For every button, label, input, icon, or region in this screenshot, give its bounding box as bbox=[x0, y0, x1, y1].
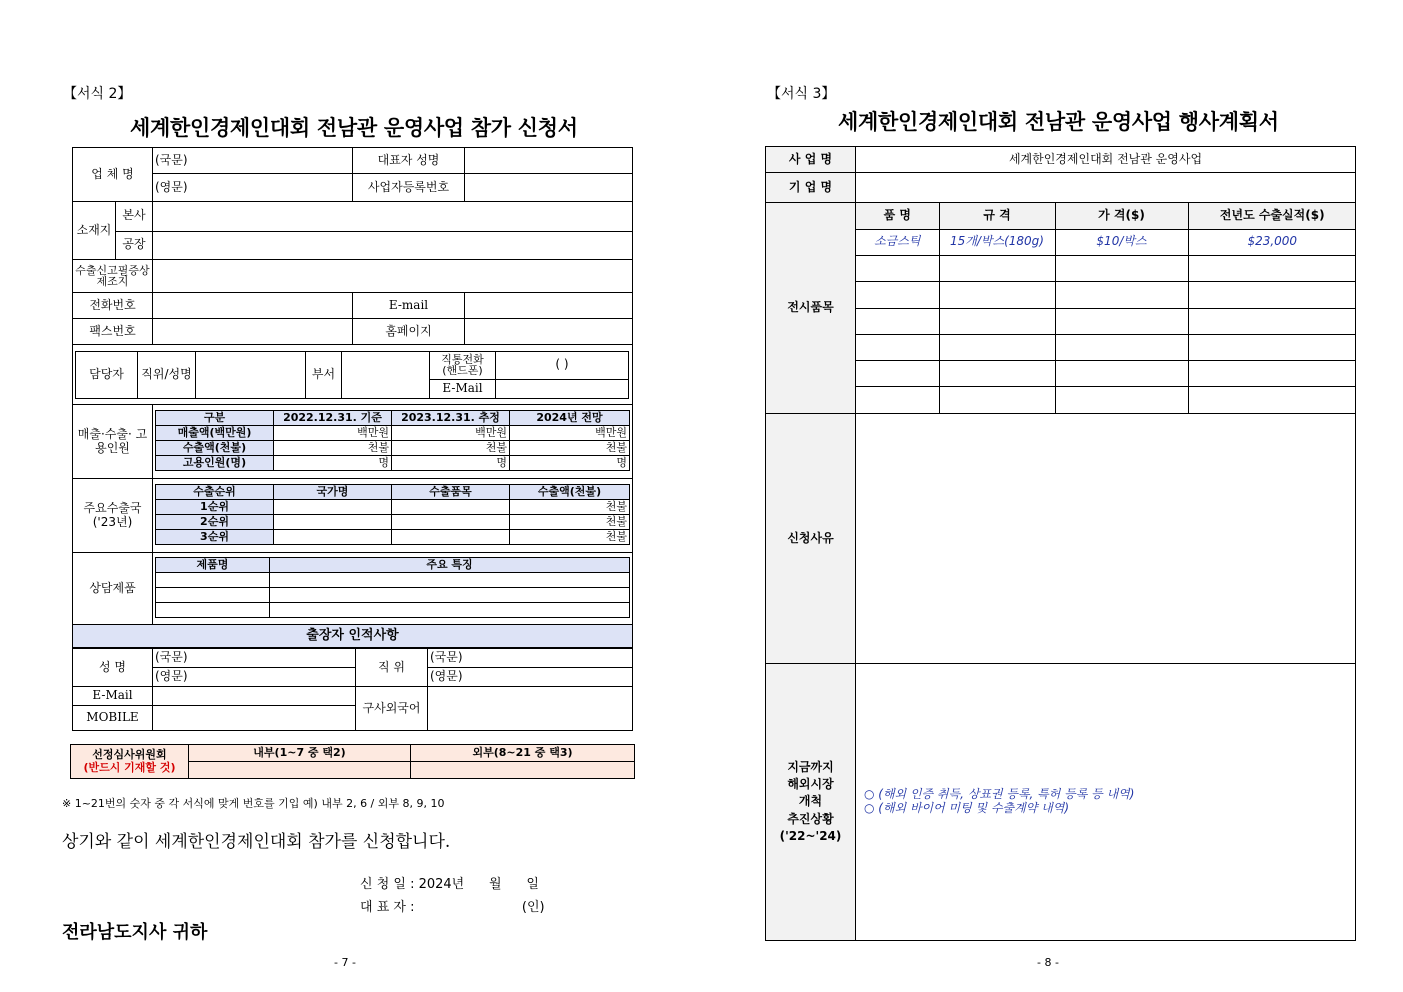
mobile-field[interactable]: ( ) bbox=[496, 351, 629, 379]
declaration: 상기와 같이 세계한인경제인대회 참가를 신청합니다. bbox=[62, 832, 451, 852]
exhibit-cell[interactable] bbox=[1055, 387, 1188, 413]
mobile-label: (핸드폰) bbox=[442, 364, 483, 377]
export-rank: 3순위 bbox=[156, 530, 274, 545]
project-label: 사 업 명 bbox=[766, 147, 856, 173]
contact-dept-label: 부서 bbox=[306, 351, 342, 398]
attendee-name-english[interactable]: (영문) bbox=[153, 668, 356, 687]
sales-header: 2022.12.31. 기준 bbox=[274, 411, 392, 426]
homepage-label: 홈페이지 bbox=[353, 319, 465, 345]
languages-label: 구사외국어 bbox=[356, 687, 428, 731]
export-cell[interactable]: 천불 bbox=[510, 530, 630, 545]
company-name-label: 업 체 명 bbox=[73, 148, 153, 202]
page-title-left: 세계한인경제인대회 전남관 운영사업 참가 신청서 bbox=[130, 116, 578, 140]
exhibit-item-name: 소금스틱 bbox=[856, 229, 939, 255]
exhibit-cell[interactable] bbox=[1188, 334, 1356, 360]
attendee-email-label: E-Mail bbox=[73, 687, 153, 706]
products-header: 주요 특징 bbox=[270, 558, 630, 573]
contact-email-field[interactable] bbox=[496, 379, 629, 398]
history-label-line: 지금까지 bbox=[787, 759, 834, 774]
exhibit-cell[interactable] bbox=[856, 308, 939, 334]
phone-field[interactable] bbox=[153, 293, 353, 319]
export-cell[interactable] bbox=[392, 530, 510, 545]
exhibit-header: 가 격($) bbox=[1055, 203, 1188, 229]
sales-cell[interactable]: 명 bbox=[510, 456, 630, 471]
event-plan-table bbox=[765, 146, 1356, 941]
products-label: 상담제품 bbox=[73, 553, 153, 625]
exhibit-item-exports: $23,000 bbox=[1188, 229, 1356, 255]
exhibit-cell[interactable] bbox=[1055, 361, 1188, 387]
exhibit-cell[interactable] bbox=[939, 361, 1055, 387]
email-field[interactable] bbox=[465, 293, 633, 319]
sales-label: 매출·수출· 고용인원 bbox=[73, 405, 153, 479]
sales-cell[interactable]: 천불 bbox=[392, 441, 510, 456]
exhibit-cell[interactable] bbox=[939, 308, 1055, 334]
exhibit-header: 전년도 수출실적($) bbox=[1188, 203, 1356, 229]
products-table bbox=[155, 557, 630, 618]
committee-external-header: 외부(8~21 중 택3) bbox=[411, 745, 635, 762]
exhibit-cell[interactable] bbox=[1188, 361, 1356, 387]
exhibit-cell[interactable] bbox=[939, 256, 1055, 282]
form-tag-3: 【서식 3】 bbox=[767, 86, 836, 102]
sales-table bbox=[155, 410, 630, 471]
exhibit-cell[interactable] bbox=[1188, 256, 1356, 282]
export-header: 수출품목 bbox=[392, 485, 510, 500]
page-number-right: - 8 - bbox=[1037, 956, 1059, 969]
table-row bbox=[856, 308, 1356, 334]
exhibit-cell[interactable] bbox=[1055, 334, 1188, 360]
company-field-right[interactable] bbox=[856, 173, 1356, 203]
export-rank: 1순위 bbox=[156, 500, 274, 515]
representative: 대 표 자 : (인) bbox=[360, 900, 545, 915]
exhibit-cell[interactable] bbox=[856, 361, 939, 387]
reason-field[interactable] bbox=[856, 414, 1356, 664]
page-number-left: - 7 - bbox=[334, 956, 356, 969]
sales-cell[interactable]: 백만원 bbox=[392, 426, 510, 441]
export-header: 수출액(천불) bbox=[510, 485, 630, 500]
attendee-table bbox=[72, 648, 633, 731]
sales-header: 2023.12.31. 추정 bbox=[392, 411, 510, 426]
table-row bbox=[856, 282, 1356, 308]
contact-position-label: 직위/성명 bbox=[138, 351, 196, 398]
location-label: 소재지 bbox=[73, 202, 116, 259]
export-header: 국가명 bbox=[274, 485, 392, 500]
export-cell[interactable] bbox=[274, 515, 392, 530]
factory-label: 공장 bbox=[122, 237, 146, 252]
export-cell[interactable] bbox=[274, 500, 392, 515]
committee-internal-field[interactable] bbox=[189, 762, 411, 779]
rep-name-field[interactable] bbox=[465, 148, 633, 174]
biz-reg-label: 사업자등록번호 bbox=[353, 174, 465, 202]
contact-label: 담당자 bbox=[76, 351, 138, 398]
export-countries-table bbox=[155, 484, 630, 545]
form-tag-2: 【서식 2】 bbox=[63, 86, 132, 102]
product-cell[interactable] bbox=[270, 573, 630, 588]
page-title-right: 세계한인경제인대회 전남관 운영사업 행사계획서 bbox=[838, 110, 1279, 134]
table-row bbox=[156, 515, 630, 530]
attendee-position-label: 직 위 bbox=[356, 649, 428, 687]
committee-external-field[interactable] bbox=[411, 762, 635, 779]
hq-label: 본사 bbox=[116, 202, 153, 231]
sales-cell[interactable]: 명 bbox=[274, 456, 392, 471]
table-row bbox=[156, 441, 630, 456]
fax-field[interactable] bbox=[153, 319, 353, 345]
exhibit-cell[interactable] bbox=[939, 334, 1055, 360]
history-item: ○ (해외 인증 취득, 상표권 등록, 특허 등록 등 내역) bbox=[864, 787, 1135, 802]
export-rank: 2순위 bbox=[156, 515, 274, 530]
sales-row-label: 매출액(백만원) bbox=[156, 426, 274, 441]
exhibit-cell[interactable] bbox=[1188, 282, 1356, 308]
product-cell[interactable] bbox=[156, 603, 270, 618]
product-cell[interactable] bbox=[156, 573, 270, 588]
contact-dept-field[interactable] bbox=[342, 351, 430, 398]
direct-phone-label: 직통전화 bbox=[441, 353, 484, 366]
exhibit-cell[interactable] bbox=[1188, 308, 1356, 334]
reason-label: 신청사유 bbox=[766, 414, 856, 664]
fax-label: 팩스번호 bbox=[73, 319, 153, 345]
products-header: 제품명 bbox=[156, 558, 270, 573]
committee-internal-header: 내부(1~7 중 택2) bbox=[189, 745, 411, 762]
table-row bbox=[156, 588, 630, 603]
export-mfg-field[interactable] bbox=[153, 260, 633, 293]
exhibit-cell[interactable] bbox=[939, 387, 1055, 413]
addressee: 전라남도지사 귀하 bbox=[62, 922, 208, 943]
history-label-line: 개척 bbox=[798, 794, 823, 809]
application-table bbox=[72, 147, 633, 648]
table-row bbox=[156, 456, 630, 471]
attendee-name-korean[interactable]: (국문) bbox=[153, 649, 356, 668]
company-english-label: (영문) bbox=[153, 174, 353, 202]
contact-name-field[interactable] bbox=[196, 351, 306, 398]
export-cell[interactable]: 천불 bbox=[510, 500, 630, 515]
exhibit-header: 규 격 bbox=[939, 203, 1055, 229]
factory-address-field[interactable] bbox=[153, 231, 632, 259]
exhibit-cell[interactable] bbox=[856, 334, 939, 360]
export-header: 수출순위 bbox=[156, 485, 274, 500]
exhibit-cell[interactable] bbox=[856, 387, 939, 413]
history-field[interactable] bbox=[856, 664, 1356, 941]
exhibit-cell[interactable] bbox=[1188, 387, 1356, 413]
table-row bbox=[156, 603, 630, 618]
exhibit-cell[interactable] bbox=[939, 282, 1055, 308]
table-row bbox=[156, 500, 630, 515]
table-row bbox=[856, 229, 1356, 255]
committee-note: (반드시 기재할 것) bbox=[83, 760, 176, 774]
project-value: 세계한인경제인대회 전남관 운영사업 bbox=[856, 147, 1356, 173]
exhibit-label: 전시품목 bbox=[766, 203, 856, 414]
attendee-mobile-label: MOBILE bbox=[73, 706, 153, 731]
table-row bbox=[156, 530, 630, 545]
biz-reg-field[interactable] bbox=[465, 174, 633, 202]
sales-cell[interactable]: 천불 bbox=[274, 441, 392, 456]
hq-address-field[interactable] bbox=[153, 202, 632, 231]
table-row bbox=[156, 573, 630, 588]
phone-label: 전화번호 bbox=[73, 293, 153, 319]
export-cell[interactable]: 천불 bbox=[510, 515, 630, 530]
table-row bbox=[856, 361, 1356, 387]
exhibit-header: 품 명 bbox=[856, 203, 939, 229]
product-cell[interactable] bbox=[270, 603, 630, 618]
attendee-position-english[interactable]: (영문) bbox=[428, 668, 633, 687]
attendee-email-field[interactable] bbox=[153, 687, 356, 706]
exhibit-table bbox=[856, 203, 1356, 413]
sales-header: 구분 bbox=[156, 411, 274, 426]
company-label-right: 기 업 명 bbox=[766, 173, 856, 203]
export-cell[interactable] bbox=[274, 530, 392, 545]
committee-label: 선정심사위원회 bbox=[92, 748, 167, 762]
exhibit-cell[interactable] bbox=[1055, 308, 1188, 334]
exhibit-cell[interactable] bbox=[1055, 256, 1188, 282]
table-row bbox=[856, 387, 1356, 413]
table-row bbox=[156, 426, 630, 441]
rep-name-label: 대표자 성명 bbox=[353, 148, 465, 174]
attendee-mobile-field[interactable] bbox=[153, 706, 356, 731]
attendee-position-korean[interactable]: (국문) bbox=[428, 649, 633, 668]
footnote: ※ 1~21번의 숫자 중 각 서식에 맞게 번호를 기입 예) 내부 2, 6 / 외부 8, 9, 10 bbox=[62, 797, 445, 810]
committee-table bbox=[70, 744, 635, 779]
history-label-line: ('22~'24) bbox=[779, 829, 842, 844]
export-cell[interactable] bbox=[392, 515, 510, 530]
exhibit-item-spec: 15개/박스(180g) bbox=[939, 229, 1055, 255]
product-cell[interactable] bbox=[270, 588, 630, 603]
sales-cell[interactable]: 백만원 bbox=[274, 426, 392, 441]
history-item: ○ (해외 바이어 미팅 및 수출계약 내역) bbox=[864, 801, 1070, 815]
attendee-section-title: 출장자 인적사항 bbox=[73, 625, 633, 648]
company-korean-label: (국문) bbox=[153, 148, 353, 174]
sales-cell[interactable]: 명 bbox=[392, 456, 510, 471]
sales-row-label: 고용인원(명) bbox=[156, 456, 274, 471]
table-row bbox=[856, 256, 1356, 282]
product-cell[interactable] bbox=[156, 588, 270, 603]
export-cell[interactable] bbox=[392, 500, 510, 515]
contact-table bbox=[75, 351, 629, 399]
homepage-field[interactable] bbox=[465, 319, 633, 345]
languages-field[interactable] bbox=[428, 687, 633, 731]
history-label-line: 해외시장 bbox=[787, 776, 834, 791]
exhibit-cell[interactable] bbox=[856, 282, 939, 308]
table-row bbox=[856, 334, 1356, 360]
export-countries-label: 주요수출국 ('23년) bbox=[73, 479, 153, 553]
sales-cell[interactable]: 백만원 bbox=[510, 426, 630, 441]
export-mfg-label: 수출신고필증상 제조지 bbox=[73, 260, 153, 293]
apply-date: 신 청 일 : 2024년 월 일 bbox=[360, 877, 539, 892]
contact-email-label: E-Mail bbox=[430, 379, 496, 398]
attendee-name-label: 성 명 bbox=[73, 649, 153, 687]
exhibit-cell[interactable] bbox=[1055, 282, 1188, 308]
sales-cell[interactable]: 천불 bbox=[510, 441, 630, 456]
exhibit-item-price: $10/박스 bbox=[1055, 229, 1188, 255]
email-label: E-mail bbox=[353, 293, 465, 319]
sales-header: 2024년 전망 bbox=[510, 411, 630, 426]
sales-row-label: 수출액(천불) bbox=[156, 441, 274, 456]
exhibit-cell[interactable] bbox=[856, 256, 939, 282]
history-label-line: 추진상황 bbox=[787, 811, 834, 826]
